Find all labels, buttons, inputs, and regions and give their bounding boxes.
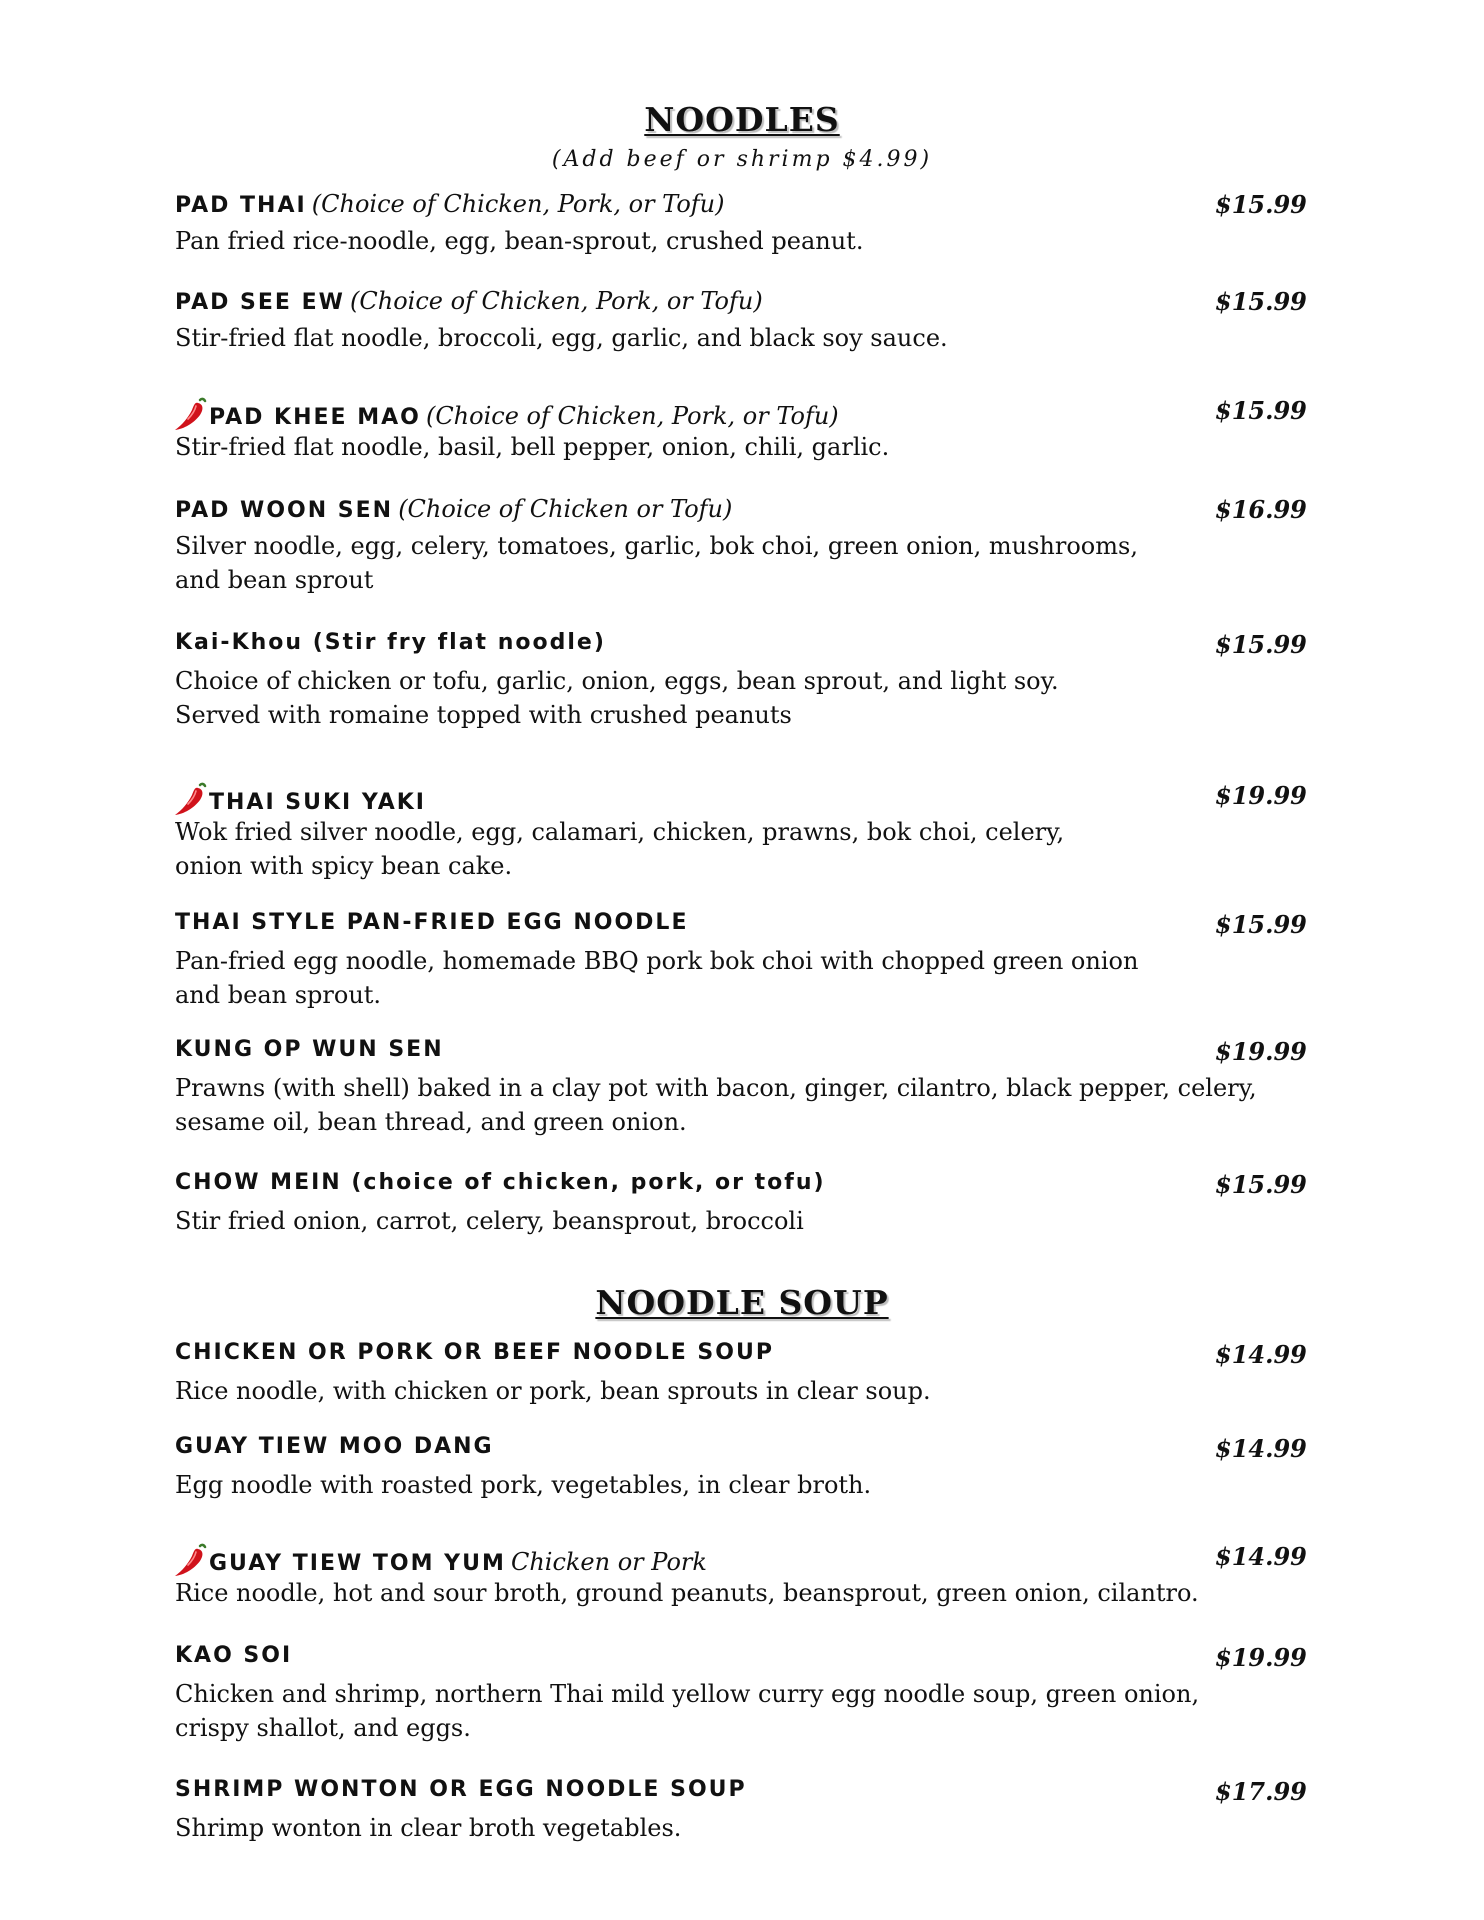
menu-item-pad-thai	[175, 190, 1305, 258]
menu-item-header	[175, 1340, 1305, 1374]
menu-item-kung-op-wun-sen	[175, 1037, 1305, 1139]
menu-item-description: Shrimp wonton in clear broth vegetables.	[175, 1814, 682, 1842]
menu-item-name: CHOW MEIN (choice of chicken, pork, or tofu)	[175, 1170, 826, 1195]
menu-item-description: Chicken and shrimp, northern Thai mild yellow curry egg noodle soup, green onion, crispy shallot, and eggs.	[175, 1680, 1200, 1742]
menu-item-price: $19.99	[1215, 1037, 1307, 1066]
menu-item-chow-mein-choice-of-chicken-pork-or-tofu	[175, 1170, 1305, 1238]
menu-item-choice: (Choice of Chicken, Pork, or Tofu)	[425, 402, 839, 430]
menu-item-header	[175, 1170, 1305, 1204]
menu-item-name: THAI STYLE PAN-FRIED EGG NOODLE	[175, 910, 689, 935]
menu-item-choice: (Choice of Chicken or Tofu)	[398, 495, 733, 523]
menu-item-choice: Chicken or Pork	[510, 1548, 707, 1576]
menu-item-header	[175, 1434, 1305, 1468]
menu-item-pad-see-ew	[175, 287, 1305, 355]
menu-item-guay-tiew-tom-yum	[175, 1542, 1305, 1610]
menu-item-price: $14.99	[1215, 1340, 1307, 1369]
menu-item-price: $14.99	[1215, 1434, 1307, 1463]
menu-item-choice: (Choice of Chicken, Pork, or Tofu)	[311, 190, 725, 218]
menu-item-description: Pan fried rice-noodle, egg, bean-sprout, crushed peanut.	[175, 227, 864, 255]
menu-item-description: Prawns (with shell) baked in a clay pot with bacon, ginger, cilantro, black pepper, celery, sesame oil, bean thread, and green onion.	[175, 1074, 1257, 1136]
menu-item-name: PAD THAI	[175, 193, 307, 218]
menu-item-name: PAD WOON SEN	[175, 498, 394, 523]
menu-item-price: $15.99	[1215, 190, 1307, 219]
menu-item-name: Kai-Khou (Stir fry flat noodle)	[175, 630, 606, 655]
menu-item-name: SHRIMP WONTON OR EGG NOODLE SOUP	[175, 1777, 747, 1802]
menu-item-price: $15.99	[1215, 910, 1307, 939]
chili-pepper-icon	[173, 781, 207, 817]
menu-item-price: $15.99	[1215, 1170, 1307, 1199]
menu-item-description: Egg noodle with roasted pork, vegetables, in clear broth.	[175, 1471, 872, 1499]
menu-item-header	[175, 190, 1305, 224]
menu-item-guay-tiew-moo-dang	[175, 1434, 1305, 1502]
menu-item-price: $15.99	[1215, 396, 1307, 425]
chili-pepper-icon	[173, 1542, 207, 1578]
menu-item-header	[175, 630, 1305, 664]
menu-item-thai-suki-yaki	[175, 781, 1305, 883]
menu-item-thai-style-pan-fried-egg-noodle	[175, 910, 1305, 1012]
menu-item-chicken-or-pork-or-beef-noodle-soup	[175, 1340, 1305, 1408]
menu-item-description: Stir-fried flat noodle, basil, bell pepper, onion, chili, garlic.	[175, 433, 890, 461]
menu-item-name: THAI SUKI YAKI	[209, 790, 426, 815]
menu-item-price: $16.99	[1215, 495, 1307, 524]
menu-item-header	[175, 1037, 1305, 1071]
menu-item-name: CHICKEN OR PORK OR BEEF NOODLE SOUP	[175, 1340, 774, 1365]
menu-item-kao-soi	[175, 1643, 1305, 1745]
section-title-noodles: NOODLES	[644, 100, 840, 139]
menu-item-header	[175, 287, 1305, 321]
menu-item-pad-woon-sen	[175, 495, 1305, 597]
menu-item-price: $19.99	[1215, 781, 1307, 810]
menu-item-shrimp-wonton-or-egg-noodle-soup	[175, 1777, 1305, 1845]
section-subtitle: (Add beef or shrimp $4.99)	[551, 147, 933, 172]
section-title-noodle-soup: NOODLE SOUP	[595, 1283, 889, 1322]
menu-item-kai-khou-stir-fry-flat-noodle	[175, 630, 1305, 732]
menu-item-choice: (Choice of Chicken, Pork, or Tofu)	[350, 287, 763, 315]
menu-item-price: $19.99	[1215, 1643, 1307, 1672]
menu-item-header	[175, 495, 1305, 529]
menu-item-name: GUAY TIEW TOM YUM	[209, 1551, 506, 1576]
menu-item-header	[175, 910, 1305, 944]
menu-item-price: $15.99	[1215, 287, 1307, 316]
menu-item-description: Pan-fried egg noodle, homemade BBQ pork bok choi with chopped green onion and bean sprout.	[175, 947, 1139, 1009]
menu-item-pad-khee-mao	[175, 396, 1305, 464]
menu-item-price: $15.99	[1215, 630, 1307, 659]
menu-item-header	[175, 1542, 1305, 1576]
menu-item-description: Stir-fried flat noodle, broccoli, egg, garlic, and black soy sauce.	[175, 324, 948, 352]
menu-item-name: KUNG OP WUN SEN	[175, 1037, 444, 1062]
menu-item-description: Wok fried silver noodle, egg, calamari, chicken, prawns, bok choi, celery, onion with spicy bean cake.	[175, 818, 1065, 880]
chili-pepper-icon	[173, 396, 207, 432]
menu-item-price: $14.99	[1215, 1542, 1307, 1571]
menu-item-price: $17.99	[1215, 1777, 1307, 1806]
menu-item-header	[175, 396, 1305, 430]
menu-item-description: Stir fried onion, carrot, celery, beansprout, broccoli	[175, 1207, 804, 1235]
menu-item-description: Choice of chicken or tofu, garlic, onion, eggs, bean sprout, and light soy. Served with romaine topped with crushed peanuts	[175, 667, 1059, 729]
menu-item-name: KAO SOI	[175, 1643, 293, 1668]
menu-item-header	[175, 781, 1305, 815]
menu-item-header	[175, 1643, 1305, 1677]
menu-item-description: Rice noodle, hot and sour broth, ground peanuts, beansprout, green onion, cilantro.	[175, 1579, 1199, 1607]
menu-item-description: Silver noodle, egg, celery, tomatoes, garlic, bok choi, green onion, mushrooms, and bean sprout	[175, 532, 1138, 594]
menu-item-description: Rice noodle, with chicken or pork, bean sprouts in clear soup.	[175, 1377, 931, 1405]
menu-item-name: PAD SEE EW	[175, 290, 345, 315]
menu-item-header	[175, 1777, 1305, 1811]
menu-item-name: PAD KHEE MAO	[209, 405, 421, 430]
menu-item-name: GUAY TIEW MOO DANG	[175, 1434, 494, 1459]
